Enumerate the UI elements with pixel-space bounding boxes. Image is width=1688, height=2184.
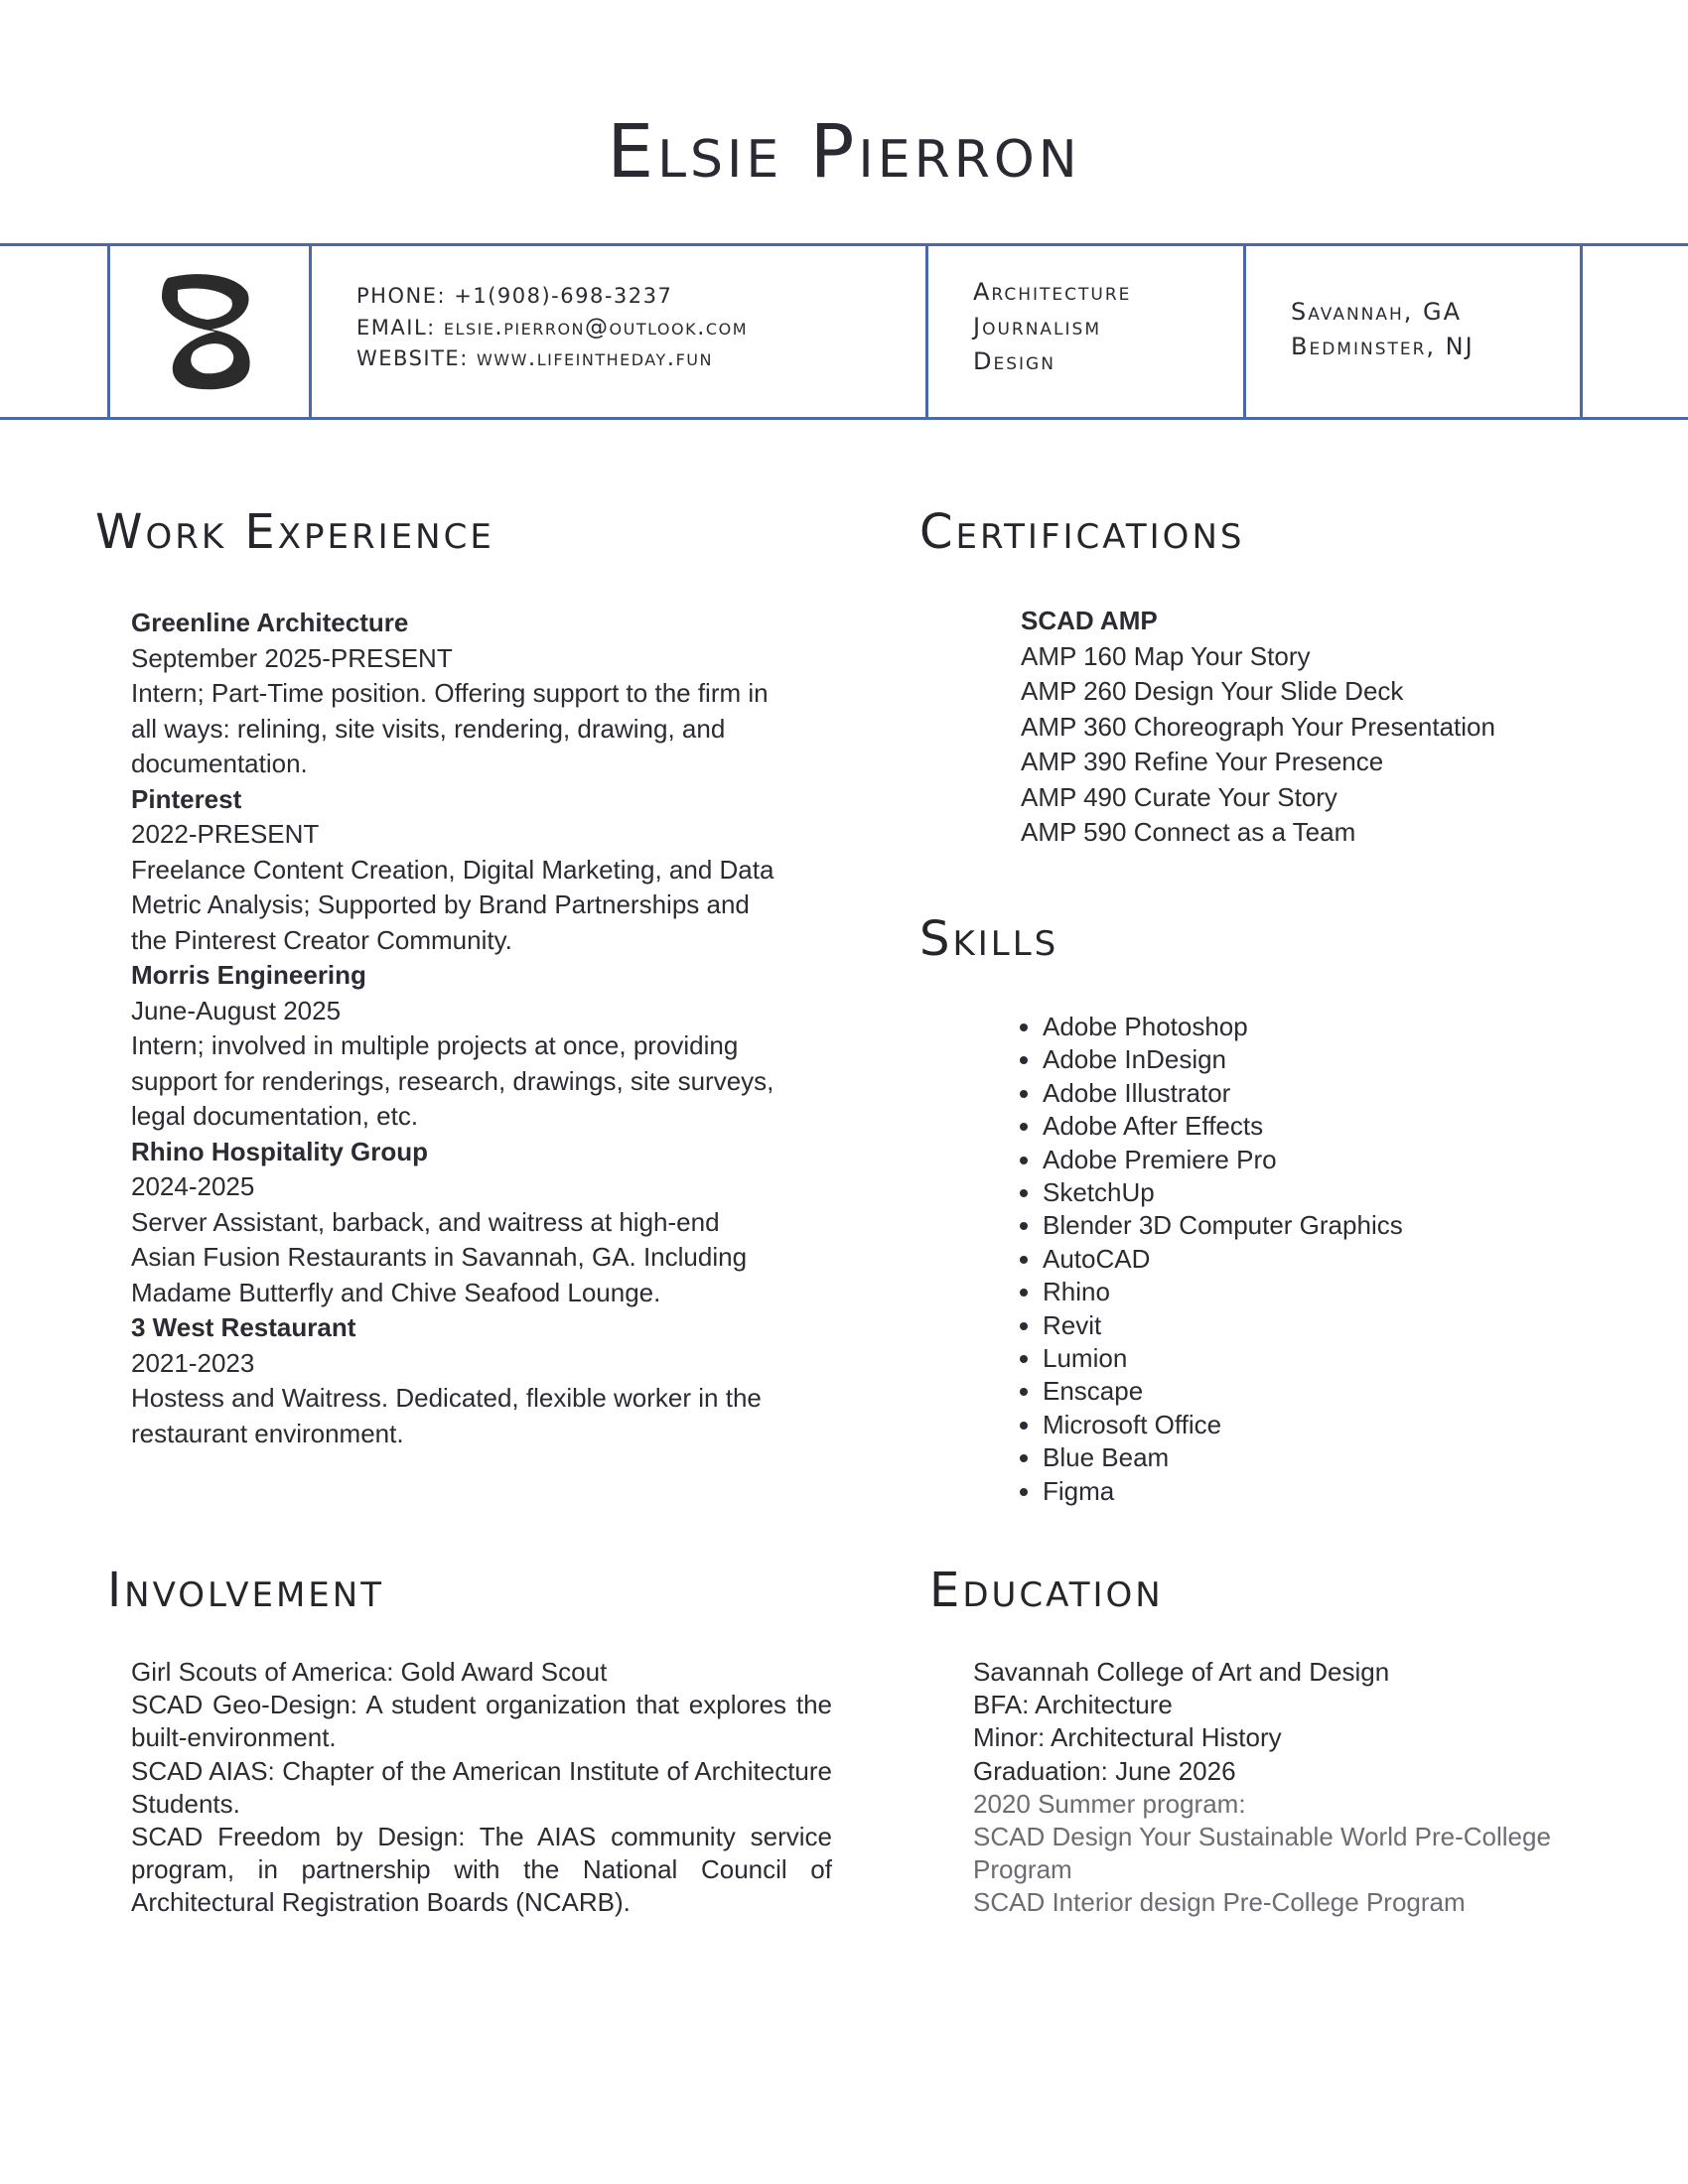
company-name: Rhino Hospitality Group <box>131 1136 428 1166</box>
education-item: BFA: Architecture <box>973 1690 1173 1720</box>
phone-label: PHONE: <box>356 284 447 308</box>
education-title: Education <box>929 1563 1164 1618</box>
job-dates: 2024-2025 <box>131 1171 255 1201</box>
job-description: Hostess and Waitress. Dedicated, flexible worker in the <box>131 1383 762 1413</box>
email-line <box>356 315 748 341</box>
work-experience-list <box>131 606 774 1451</box>
header-box <box>107 243 1583 420</box>
location-item: Bedminster, NJ <box>1291 333 1475 360</box>
job-description: Intern; involved in multiple projects at once, providing <box>131 1030 739 1060</box>
involvement-item: SCAD AIAS: Chapter of the American Institute of Architecture Students. <box>131 1755 832 1819</box>
resume-name: Elsie Pierron <box>607 109 1081 195</box>
education-extra: Program <box>973 1854 1072 1885</box>
website-label: WEBSITE: <box>356 346 469 370</box>
skill-item: • Microsoft Office <box>1043 1409 1403 1441</box>
job-description: restaurant environment. <box>131 1418 404 1448</box>
job-description: Madame Butterfly and Chive Seafood Lounge. <box>131 1277 661 1307</box>
skill-item: • Lumion <box>1043 1342 1403 1375</box>
company-name: Morris Engineering <box>131 960 366 990</box>
cert-heading: SCAD AMP <box>1021 606 1158 635</box>
job-description: the Pinterest Creator Community. <box>131 924 512 955</box>
involvement-title: Involvement <box>107 1563 384 1618</box>
education-item: Graduation: June 2026 <box>973 1755 1236 1786</box>
job-dates: 2021-2023 <box>131 1347 255 1378</box>
job-description: documentation. <box>131 749 308 778</box>
work-experience-title: Work Experience <box>95 504 494 560</box>
company-name: 3 West Restaurant <box>131 1312 356 1342</box>
job-description: support for renderings, research, drawings, site surveys, <box>131 1065 774 1096</box>
cert-item: AMP 590 Connect as a Team <box>1021 817 1356 847</box>
cert-item: AMP 490 Curate Your Story <box>1021 781 1337 812</box>
skills-title: Skills <box>919 911 1059 967</box>
job-dates: September 2025-PRESENT <box>131 642 453 673</box>
fields-cell <box>925 246 1243 417</box>
field-item: Design <box>973 347 1055 375</box>
involvement-item: SCAD Geo-Design: A student organization that explores the built-environment. <box>131 1690 832 1753</box>
website-value[interactable]: www.lifeintheday.fun <box>476 345 713 371</box>
monogram-logo-icon <box>158 270 257 393</box>
skill-item: • Revit <box>1043 1309 1403 1342</box>
skill-item: • AutoCAD <box>1043 1243 1403 1276</box>
locations-cell <box>1243 246 1580 417</box>
certifications-list <box>1021 604 1495 851</box>
skill-item: • Adobe Premiere Pro <box>1043 1144 1403 1176</box>
education-item: Minor: Architectural History <box>973 1722 1282 1753</box>
company-name: Pinterest <box>131 783 242 814</box>
email-value[interactable]: elsie.pierron@outlook.com <box>443 315 748 341</box>
phone-line <box>356 284 672 308</box>
skill-item: • Enscape <box>1043 1375 1403 1408</box>
cert-item: AMP 390 Refine Your Presence <box>1021 747 1384 776</box>
email-label: EMAIL: <box>356 316 436 340</box>
job-description: legal documentation, etc. <box>131 1101 419 1131</box>
education-extra: SCAD Interior design Pre-College Program <box>973 1887 1466 1918</box>
education-item: Savannah College of Art and Design <box>973 1657 1390 1687</box>
field-item: Journalism <box>973 313 1102 341</box>
contact-cell <box>309 246 925 417</box>
job-description: Asian Fusion Restaurants in Savannah, GA. Including <box>131 1242 748 1272</box>
job-description: Intern; Part-Time position. Offering support to the firm in <box>131 678 769 708</box>
skill-item: • Adobe Illustrator <box>1043 1077 1403 1110</box>
education-extra: SCAD Design Your Sustainable World Pre-College <box>973 1822 1551 1852</box>
skill-item: • Adobe After Effects <box>1043 1110 1403 1143</box>
skill-item: • Adobe InDesign <box>1043 1043 1403 1076</box>
certifications-title: Certifications <box>919 504 1245 560</box>
skill-item: • Blue Beam <box>1043 1441 1403 1474</box>
job-dates: June-August 2025 <box>131 995 342 1025</box>
skill-item: • Adobe Photoshop <box>1043 1011 1403 1043</box>
involvement-list <box>131 1656 832 1920</box>
education-list <box>973 1656 1551 1920</box>
website-line <box>356 345 713 371</box>
cert-item: AMP 160 Map Your Story <box>1021 640 1311 671</box>
skill-item: • Figma <box>1043 1475 1403 1508</box>
phone-value[interactable]: +1(908)-698-3237 <box>454 284 673 308</box>
cert-item: AMP 360 Choreograph Your Presentation <box>1021 711 1495 742</box>
cert-item: AMP 260 Design Your Slide Deck <box>1021 676 1404 706</box>
skill-item: • Rhino <box>1043 1276 1403 1308</box>
involvement-item: SCAD Freedom by Design: The AIAS community service program, in partnership with the National Council of Architectural Registration Boards (NCARB). <box>131 1822 832 1918</box>
job-description: Server Assistant, barback, and waitress at high-end <box>131 1206 720 1237</box>
field-item: Architecture <box>973 278 1132 306</box>
involvement-item: Girl Scouts of America: Gold Award Scout <box>131 1657 608 1687</box>
job-description: Freelance Content Creation, Digital Marketing, and Data <box>131 854 774 885</box>
skills-list <box>1011 1011 1403 1508</box>
skill-item: • Blender 3D Computer Graphics <box>1043 1209 1403 1242</box>
skill-item: • SketchUp <box>1043 1176 1403 1209</box>
location-item: Savannah, GA <box>1291 298 1463 326</box>
job-description: Metric Analysis; Supported by Brand Partnerships and <box>131 889 750 919</box>
education-extra: 2020 Summer program: <box>973 1788 1246 1819</box>
company-name: Greenline Architecture <box>131 608 409 637</box>
job-description: all ways: relining, site visits, rendering, drawing, and <box>131 713 726 744</box>
job-dates: 2022-PRESENT <box>131 819 320 849</box>
